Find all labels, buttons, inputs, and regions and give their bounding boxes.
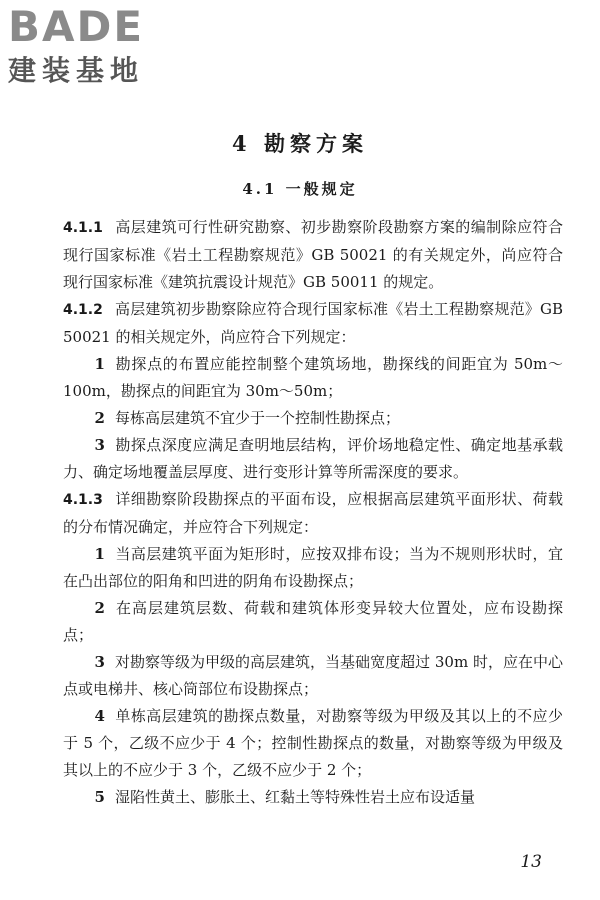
item-text: 勘探点的布置应能控制整个建筑场地，勘探线的间距宜为 50m～100m，勘探点的间距宜为 30m～50m； — [63, 355, 563, 400]
clause-text: 高层建筑可行性研究勘察、初步勘察阶段勘察方案的编制除应符合现行国家标准《岩土工程勘察规范》GB 50021 的有关规定外，尚应符合现行国家标准《建筑抗震设计规范》GB 50011 的规定。 — [63, 218, 563, 291]
clause-4-1-1 — [63, 214, 563, 296]
item-number: 2 — [94, 409, 105, 427]
clause-text: 高层建筑初步勘察除应符合现行国家标准《岩土工程勘察规范》GB 50021 的相关规定外，尚应符合下列规定： — [63, 300, 563, 346]
list-item — [63, 784, 563, 811]
list-item — [63, 351, 563, 405]
clause-number: 4.1.3 — [63, 492, 103, 508]
item-text: 对勘察等级为甲级的高层建筑，当基础宽度超过 30m 时，应在中心点或电梯井、核心筒部位布设勘探点； — [63, 653, 563, 698]
clause-4-1-2 — [63, 296, 563, 351]
clause-4-1-3 — [63, 486, 563, 541]
section-title: 4.1 一般规定 — [242, 180, 358, 198]
item-number: 2 — [94, 599, 105, 617]
list-item — [63, 649, 563, 703]
item-number: 4 — [94, 707, 105, 725]
item-text: 在高层建筑层数、荷载和建筑体形变异较大位置处，应布设勘探点； — [63, 599, 563, 644]
chapter-title: 4 勘察方案 — [232, 131, 368, 156]
item-text: 湿陷性黄土、膨胀土、红黏土等特殊性岩土应布设适量 — [114, 788, 475, 806]
item-number: 1 — [94, 545, 105, 563]
list-item — [63, 432, 563, 486]
list-item — [63, 595, 563, 649]
clause-text: 详细勘察阶段勘探点的平面布设，应根据高层建筑平面形状、荷载的分布情况确定，并应符合下列规定： — [63, 490, 563, 536]
item-number: 5 — [94, 788, 105, 806]
item-number: 3 — [94, 653, 105, 671]
item-text: 勘探点深度应满足查明地层结构，评价场地稳定性、确定地基承载力、确定场地覆盖层厚度、进行变形计算等所需深度的要求。 — [63, 436, 563, 481]
clause-number: 4.1.1 — [63, 220, 103, 236]
page-number: 13 — [520, 852, 542, 872]
item-number: 3 — [94, 436, 105, 454]
clause-number: 4.1.2 — [63, 302, 103, 318]
list-item — [63, 703, 563, 784]
list-item — [63, 405, 563, 432]
item-text: 每栋高层建筑不宜少于一个控制性勘探点； — [114, 409, 400, 427]
logo-brand: BADE — [8, 2, 145, 51]
logo-subtitle: 建装基地 — [8, 54, 145, 87]
list-item — [63, 541, 563, 595]
item-text: 当高层建筑平面为矩形时，应按双排布设；当为不规则形状时，宜在凸出部位的阳角和凹进的阴角布设勘探点； — [63, 545, 563, 590]
logo — [8, 4, 178, 94]
item-number: 1 — [94, 355, 105, 373]
document-body — [63, 214, 563, 811]
item-text: 单栋高层建筑的勘探点数量，对勘察等级为甲级及其以上的不应少于 5 个，乙级不应少于 4 个；控制性勘探点的数量，对勘察等级为甲级及其以上的不应少于 3 个，乙级不应少于 2 个； — [63, 707, 563, 779]
